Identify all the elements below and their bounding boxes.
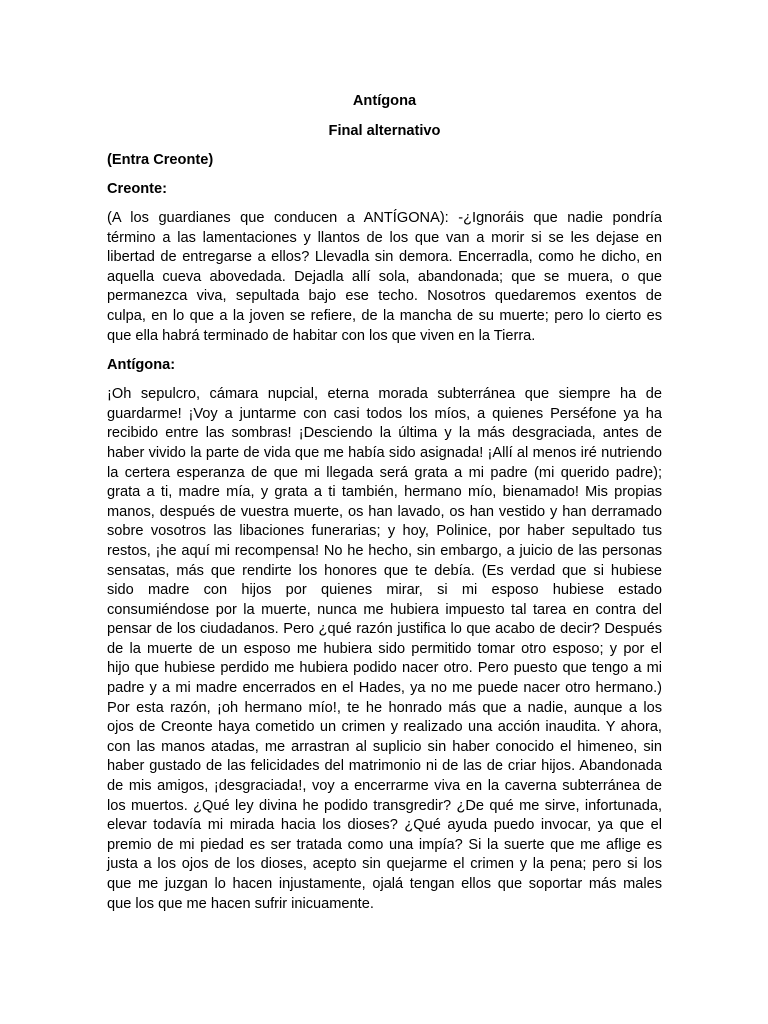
speech-line: que ella habrá terminado de habitar con los que viven en la Tierra. (107, 327, 536, 344)
speech-line: de la muerte de un esposo me hubiera sido permitido tomar otro esposo; y por el (107, 640, 662, 657)
speech-line: elevar todavía mi mirada hacia los dioses? ¿Qué ayuda puedo invocar, ya que el (107, 817, 662, 834)
document-title: Antígona (352, 93, 417, 109)
speaker-antigona: Antígona: (107, 357, 176, 374)
speech-line: libertad de entregarse a ellos? Llevadla sin demora. Encerradla, como he dicho, en (107, 249, 662, 266)
speech-line: ojos de Creonte haya cometido un crimen y realizado una acción inaudita. Y ahora, (107, 719, 662, 736)
speech-line: ¡Oh sepulcro, cámara nupcial, eterna morada subterránea que siempre ha de (107, 386, 662, 403)
speech-line: sido madre con hijos por quienes mirar, si mi esposo hubiese estado (107, 582, 662, 599)
speech-line: haber vivido la parte de vida que me había sido asignada! ¡Allí al menos iré nutriendo (107, 444, 662, 461)
speech-line: manos, después de vuestra muerte, os han lavado, os han vestido y han derramado (107, 503, 662, 520)
speech-line: haber gustado de las felicidades del matrimonio ni de las de criar hijos. Abandonada (107, 758, 662, 775)
speech-line: término a las lamentaciones y llantos de los que van a morir si se les dejase en (107, 229, 662, 246)
speech-line: pensar de los ciudadanos. Pero ¿qué razón justifica lo que acabo de decir? Después (107, 621, 662, 638)
speech-line: que los que me hacen sufrir inicuamente. (107, 895, 374, 912)
speech-line: guardarme! ¡Voy a juntarme con casi todos los míos, a quienes Perséfone ya ha (107, 405, 662, 422)
speech-line: sobre vosotros las libaciones funerarias; y hoy, Polinice, por haber sepultado tus (107, 523, 662, 540)
speech-line: de mis amigos, ¡desgraciada!, voy a encerrarme viva en la caverna subterránea de (107, 778, 662, 795)
speech-creonte (107, 209, 662, 346)
speech-line: la certera esperanza de que mi llegada será grata a mi padre (mi querido padre); (107, 464, 662, 481)
speech-line: (A los guardianes que conducen a ANTÍGONA): -¿Ignoráis que nadie pondría (107, 210, 662, 226)
stage-direction: (Entra Creonte) (107, 152, 214, 168)
speech-line: restos, ¡he aquí mi recompensa! No he hecho, sin embargo, a juicio de las personas (107, 542, 662, 559)
speech-antigona (107, 385, 662, 914)
document-page (107, 92, 662, 914)
speaker-creonte: Creonte: (107, 181, 167, 197)
speech-line: justa a los ojos de los dioses, acepto sin quejarme el crimen y la pena; pero si los (107, 856, 662, 873)
speech-line: que me juzgan lo hacen injustamente, ojalá tengan ellos que soportar más males (107, 876, 662, 892)
speech-line: aquella cueva abovedada. Dejadla allí sola, abandonada; que se muera, o que (107, 268, 662, 285)
speech-line: recibido entre las sombras! ¡Desciendo la última y la más desgraciada, antes de (107, 425, 662, 442)
speech-line: grata a ti, madre mía, y grata a ti también, hermano mío, bienamado! Mis propias (107, 484, 662, 501)
speech-line: los muertos. ¿Qué ley divina he podido transgredir? ¿De qué me sirve, infortunada, (107, 797, 662, 814)
speech-line: premio de mi piedad es ser tratada como una impía? Si la suerte que me aflige es (107, 836, 662, 853)
speech-line: permanezca viva, sepultada bajo ese techo. Nosotros quedaremos exentos de (107, 288, 662, 305)
speech-line: padre y a mi madre encerrados en el Hades, ya no me puede nacer otro hermano.) (107, 680, 662, 697)
document-subtitle: Final alternativo (328, 123, 441, 139)
speech-line: hijo que hubiese perdido me hubiera podido nacer otro. Pero puesto que tengo a mi (107, 660, 662, 677)
speech-line: Por esta razón, ¡oh hermano mío!, te he honrado más que a nadie, aunque a los (107, 699, 662, 716)
speech-line: culpa, en lo que a la joven se refiere, de la mancha de su muerte; pero lo cierto es (107, 307, 662, 324)
speech-line: con las manos atadas, me arrastran al suplicio sin haber conocido el himeneo, sin (107, 738, 662, 755)
speech-line: consumiéndose por la muerte, nunca me hubiera impuesto tal tarea en contra del (107, 601, 662, 618)
speech-line: sensatas, más que rendirte los honores que te debía. (Es verdad que si hubiese (107, 562, 662, 579)
